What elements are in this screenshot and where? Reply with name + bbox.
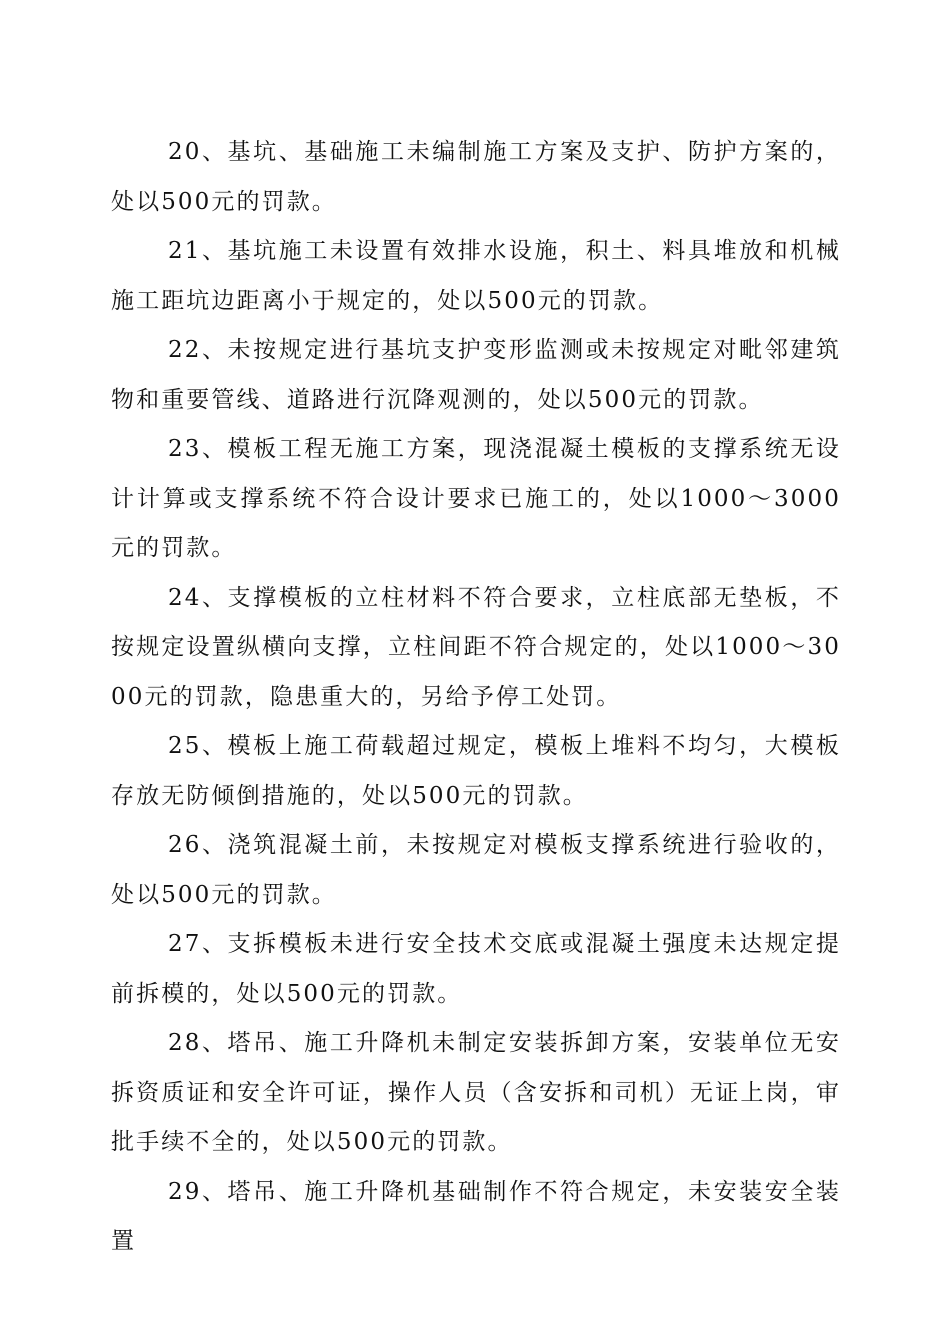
- document-body: [111, 128, 841, 1267]
- paragraph-29: 29、塔吊、施工升降机基础制作不符合规定，未安装安全装置: [111, 1178, 841, 1254]
- paragraph-25: 25、模板上施工荷载超过规定，模板上堆料不均匀，大模板存放无防倾倒措施的，处以500元的罚款。: [111, 733, 841, 809]
- paragraph-23: 23、模板工程无施工方案，现浇混凝土模板的支撑系统无设计计算或支撑系统不符合设计要求已施工的，处以1000～3000元的罚款。: [111, 436, 841, 561]
- paragraph-27: 27、支拆模板未进行安全技术交底或混凝土强度未达规定提前拆模的，处以500元的罚款。: [111, 931, 841, 1007]
- paragraph-26: 26、浇筑混凝土前，未按规定对模板支撑系统进行验收的，处以500元的罚款。: [111, 832, 841, 908]
- paragraph-20: 20、基坑、基础施工未编制施工方案及支护、防护方案的，处以500元的罚款。: [111, 139, 841, 215]
- paragraph-28: 28、塔吊、施工升降机未制定安装拆卸方案，安装单位无安拆资质证和安全许可证，操作人员（含安拆和司机）无证上岗，审批手续不全的，处以500元的罚款。: [111, 1030, 841, 1155]
- paragraph-22: 22、未按规定进行基坑支护变形监测或未按规定对毗邻建筑物和重要管线、道路进行沉降观测的，处以500元的罚款。: [111, 337, 841, 413]
- paragraph-24: 24、支撑模板的立柱材料不符合要求，立柱底部无垫板，不按规定设置纵横向支撑，立柱间距不符合规定的，处以1000～3000元的罚款，隐患重大的，另给予停工处罚。: [111, 584, 841, 710]
- paragraph-21: 21、基坑施工未设置有效排水设施，积土、料具堆放和机械施工距坑边距离小于规定的，处以500元的罚款。: [111, 238, 841, 314]
